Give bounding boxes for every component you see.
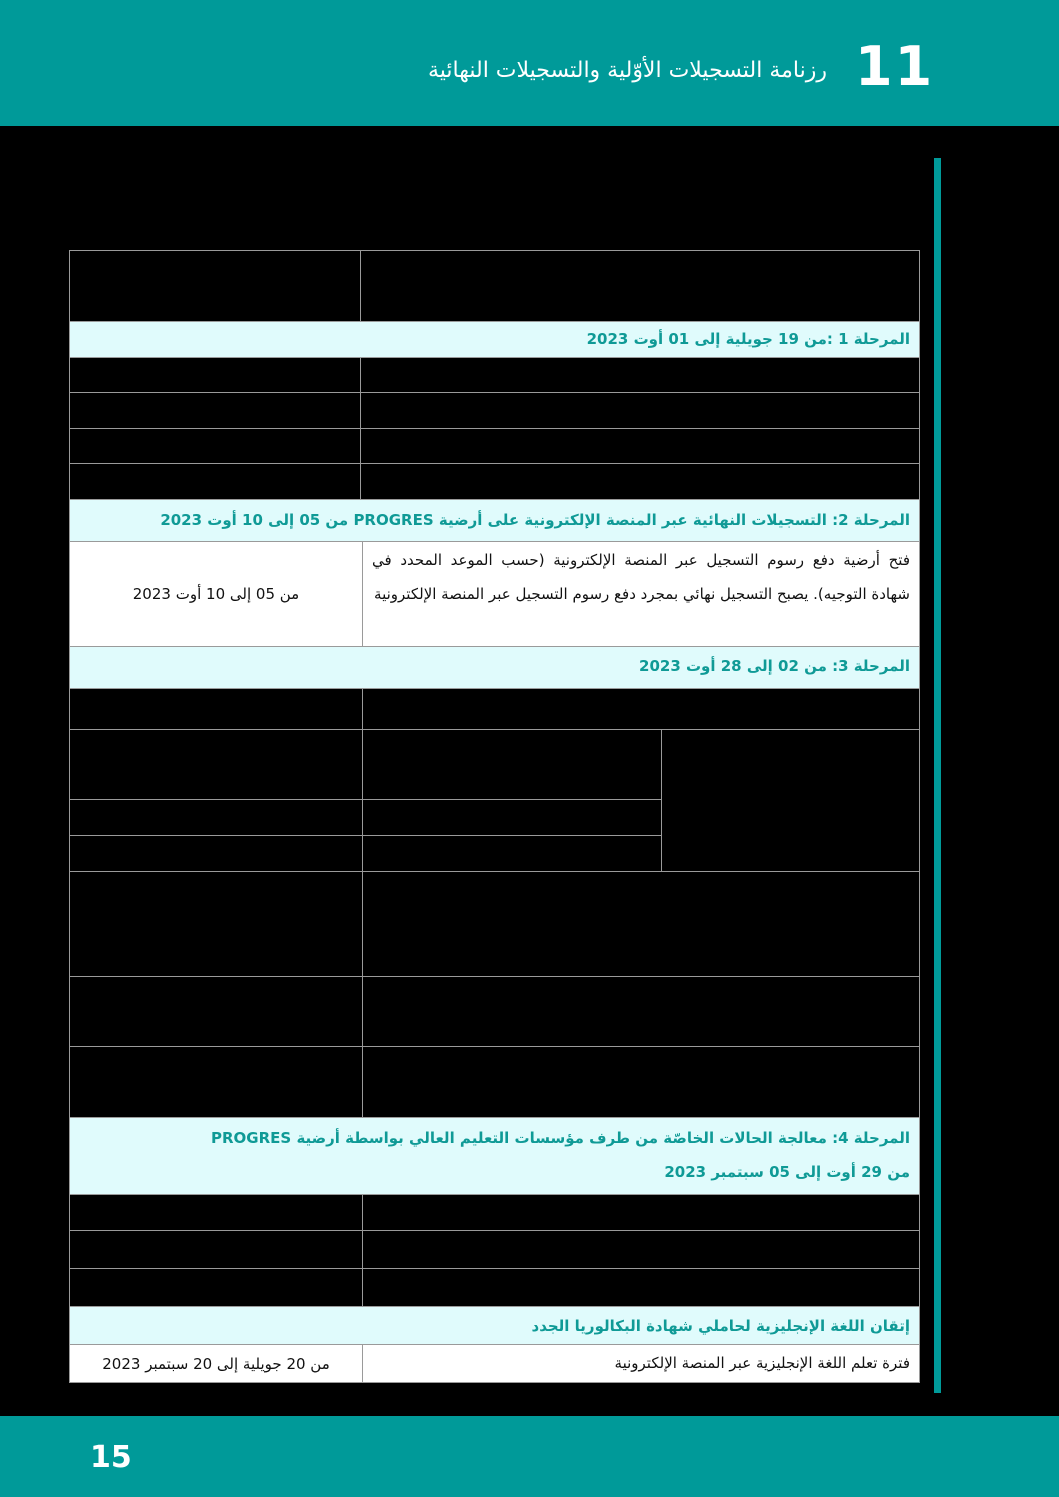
phase-2-date: من 05 إلى 10 أوت 2023 <box>132 585 300 603</box>
table-row <box>70 689 919 730</box>
table-header-row <box>70 251 919 322</box>
chapter-title: رزنامة التسجيلات الأوّلية والتسجيلات النهائية <box>427 58 827 83</box>
table-row <box>70 464 919 500</box>
english-date: من 20 جويلية إلى 20 سبتمبر 2023 <box>102 1354 330 1373</box>
phase-4-row <box>70 1118 919 1195</box>
table-row <box>70 1195 919 1231</box>
table-row <box>70 1047 919 1118</box>
schedule-table <box>69 250 920 1383</box>
english-detail-row <box>70 1345 919 1382</box>
table-row <box>70 358 919 393</box>
table-row <box>70 1231 919 1269</box>
footer-band <box>0 1416 1059 1497</box>
table-row <box>70 393 919 429</box>
english-description: فترة تعلم اللغة الإنجليزية عبر المنصة الإلكترونية <box>614 1354 910 1372</box>
english-section-label: إتقان اللغة الإنجليزية لحاملي شهادة البكالوريا الجدد <box>531 1317 910 1335</box>
phase-3-label: المرحلة 3: من 02 إلى 28 أوت 2023 <box>639 657 910 675</box>
phase-1-label: المرحلة 1 :من 19 جويلية إلى 01 أوت 2023 <box>586 330 910 348</box>
phase-3-row <box>70 647 919 689</box>
table-row <box>70 1269 919 1307</box>
phase-2-detail-row <box>70 542 919 647</box>
side-accent-bar <box>934 158 941 1393</box>
phase-2-label: المرحلة 2: التسجيلات النهائية عبر المنصة الإلكترونية على أرضية PROGRES من 05 إلى 10 أوت 2023 <box>160 511 910 529</box>
merged-block <box>70 730 919 872</box>
table-row <box>70 977 919 1047</box>
chapter-number: 11 <box>855 35 935 98</box>
english-section-row <box>70 1307 919 1345</box>
table-row <box>70 872 919 977</box>
phase-1-row <box>70 322 919 358</box>
phase-4-label: المرحلة 4: معالجة الحالات الخاصّة من طرف مؤسسات التعليم العالي بواسطة أرضية PROGRES <box>211 1129 910 1147</box>
page-number: 15 <box>90 1440 132 1475</box>
table-row <box>70 429 919 464</box>
phase-4-dates: من 29 أوت إلى 05 سبتمبر 2023 <box>664 1163 910 1181</box>
phase-2-description: فتح أرضية دفع رسوم التسجيل عبر المنصة الإلكترونية (حسب الموعد المحدد في شهادة التوجيه). يصبح التسجيل نهائي بمجرد دفع رسوم التسجيل عبر المنصة الإلكترونية <box>372 551 910 603</box>
phase-2-row <box>70 500 919 542</box>
